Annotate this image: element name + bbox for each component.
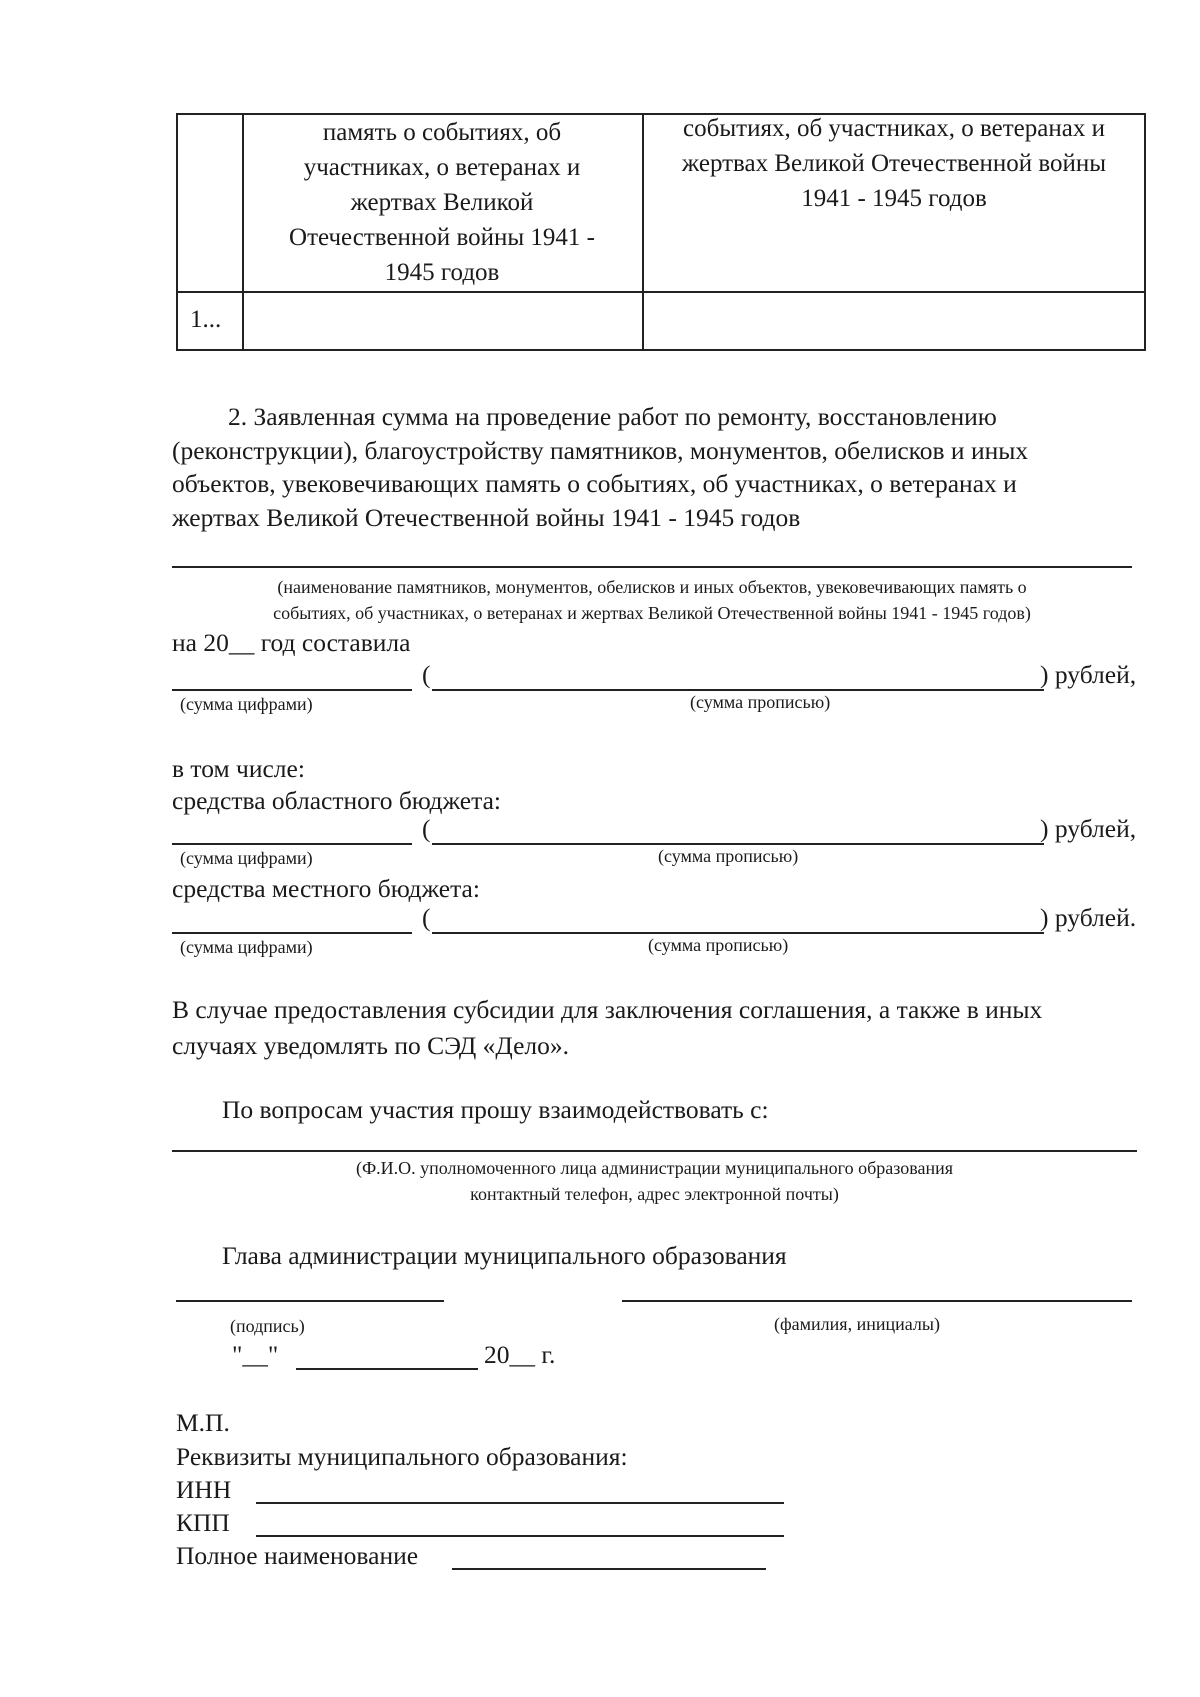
local-digits-field[interactable] bbox=[172, 932, 412, 934]
regional-words-field[interactable] bbox=[432, 843, 1044, 845]
date-month-field[interactable] bbox=[296, 1368, 478, 1370]
date-year[interactable]: 20__ г. bbox=[484, 1340, 556, 1369]
inn-field[interactable] bbox=[256, 1502, 784, 1504]
contact-label: По вопросам участия прошу взаимодействовать с: bbox=[222, 1095, 769, 1124]
objects-name-line[interactable] bbox=[172, 566, 1132, 568]
contact-caption: (Ф.И.О. уполномоченного лица администрации муниципального образования контактный телефон, адрес электронной почты) bbox=[355, 1158, 954, 1204]
contact-person-field[interactable] bbox=[172, 1150, 1137, 1152]
year-text: на 20__ год составила bbox=[172, 628, 411, 657]
table-row-number: 1... bbox=[190, 306, 222, 333]
open-paren: ( bbox=[422, 660, 431, 689]
regional-words-caption: (сумма прописью) bbox=[658, 846, 799, 866]
signature-caption: (подпись) bbox=[230, 1316, 305, 1336]
inn-label: ИНН bbox=[176, 1475, 232, 1504]
stamp-label: М.П. bbox=[176, 1408, 230, 1437]
name-caption: (фамилия, инициалы) bbox=[774, 1314, 940, 1334]
objects-name-caption: (наименование памятников, монументов, обелисков и иных объектов, увековечивающих память о событиях, об участниках, о ветеранах и жертвах Великой Отечественной войны 1941 - 1945 годов) bbox=[273, 577, 1031, 623]
kpp-field[interactable] bbox=[256, 1535, 784, 1537]
section-2-paragraph: 2. Заявленная сумма на проведение работ по ремонту, восстановлению (реконструкции), благоустройству памятников, монументов, обелисков и иных объектов, увековечивающих память о событиях, об участниках, о ветеранах и жертвах Великой Отечественной войны 1941 - 1945 годов bbox=[172, 402, 1029, 532]
full-name-field[interactable] bbox=[452, 1568, 766, 1570]
table-cell-event-description: событиях, об участниках, о ветеранах и жертвах Великой Отечественной войны 1941 - 1945 годов bbox=[681, 115, 1107, 212]
local-budget-label: средства местного бюджета: bbox=[172, 874, 480, 903]
total-words-field[interactable] bbox=[432, 689, 1044, 691]
name-field[interactable] bbox=[622, 1300, 1132, 1302]
notice-text: В случае предоставления субсидии для заключения соглашения, а также в иных случаях уведомлять по СЭД «Дело». bbox=[172, 995, 1043, 1060]
signature-field[interactable] bbox=[176, 1300, 444, 1302]
regional-rubles-label: ) рублей, bbox=[1040, 814, 1137, 843]
total-rubles-label: ) рублей, bbox=[1040, 660, 1137, 689]
regional-digits-field[interactable] bbox=[172, 843, 412, 845]
requisites-title: Реквизиты муниципального образования: bbox=[176, 1442, 628, 1471]
open-paren: ( bbox=[422, 903, 431, 932]
local-digits-caption: (сумма цифрами) bbox=[180, 937, 313, 957]
regional-budget-label: средства областного бюджета: bbox=[172, 786, 501, 815]
regional-digits-caption: (сумма цифрами) bbox=[180, 848, 313, 868]
including-label: в том числе: bbox=[172, 754, 305, 783]
date-day[interactable]: "__" bbox=[232, 1340, 279, 1369]
total-digits-field[interactable] bbox=[172, 689, 412, 691]
full-name-label: Полное наименование bbox=[176, 1541, 419, 1570]
objects-table bbox=[176, 113, 1146, 351]
total-digits-caption: (сумма цифрами) bbox=[180, 694, 313, 714]
local-words-field[interactable] bbox=[432, 932, 1044, 934]
open-paren: ( bbox=[422, 814, 431, 843]
kpp-label: КПП bbox=[176, 1508, 230, 1537]
local-words-caption: (сумма прописью) bbox=[648, 935, 789, 955]
total-words-caption: (сумма прописью) bbox=[690, 692, 831, 712]
table-cell-object-description: память о событиях, об участниках, о ветеранах и жертвах Великой Отечественной войны 1941 - 1945 годов bbox=[289, 119, 595, 286]
head-title: Глава администрации муниципального образования bbox=[222, 1241, 787, 1270]
local-rubles-label: ) рублей. bbox=[1040, 903, 1137, 932]
